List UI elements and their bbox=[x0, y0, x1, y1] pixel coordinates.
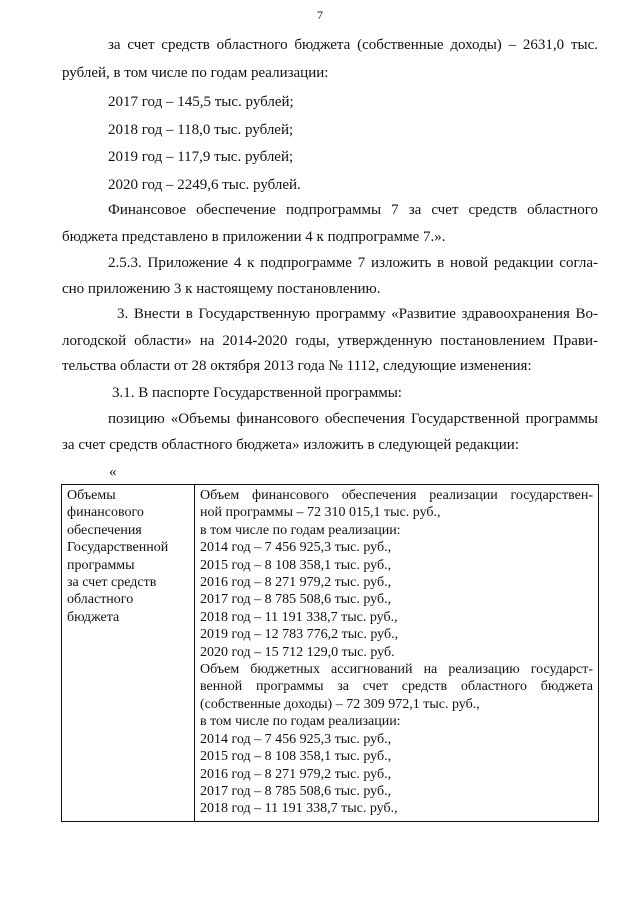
right-cell-line: в том числе по годам реализации: bbox=[200, 714, 401, 730]
right-cell-line: 2017 год – 8 785 508,6 тыс. руб., bbox=[200, 783, 392, 799]
year-line-2018: 2018 год – 118,0 тыс. рублей; bbox=[108, 122, 294, 138]
paragraph-line: сно приложению 3 к настоящему постановлению. bbox=[62, 281, 381, 297]
left-cell-line: программы bbox=[67, 557, 135, 573]
year-line-2019: 2019 год – 117,9 тыс. рублей; bbox=[108, 149, 294, 165]
paragraph-line: 3. Внести в Государственную программу «Развитие здравоохранения Во- bbox=[117, 306, 598, 322]
paragraph-line: за счет средств областного бюджета (собственные доходы) – 2631,0 тыс. bbox=[108, 37, 598, 53]
paragraph-line: позицию «Объемы финансового обеспечения Государственной программы bbox=[108, 411, 598, 427]
paragraph-line: Финансовое обеспечение подпрограммы 7 за счет средств областного bbox=[108, 202, 598, 218]
right-cell-line: Объем бюджетных ассигнований на реализацию государст- bbox=[200, 662, 593, 678]
right-cell-line: 2014 год – 7 456 925,3 тыс. руб., bbox=[200, 540, 392, 556]
left-cell-line: за счет средств bbox=[67, 575, 157, 591]
right-cell-line: 2019 год – 12 783 776,2 тыс. руб., bbox=[200, 627, 399, 643]
left-cell-line: Государственной bbox=[67, 540, 169, 556]
left-cell bbox=[62, 485, 195, 822]
right-cell-line: 2014 год – 7 456 925,3 тыс. руб., bbox=[200, 731, 392, 747]
right-cell-line: 2020 год – 15 712 129,0 тыс. руб. bbox=[200, 644, 395, 660]
left-cell-line: областного bbox=[67, 592, 134, 608]
left-cell-line: финансового bbox=[67, 505, 144, 521]
right-cell-line: 2016 год – 8 271 979,2 тыс. руб., bbox=[200, 766, 392, 782]
year-line-2017: 2017 год – 145,5 тыс. рублей; bbox=[108, 94, 294, 110]
page-number: 7 bbox=[317, 8, 323, 22]
right-cell-line: (собственные доходы) – 72 309 972,1 тыс. руб., bbox=[200, 696, 480, 712]
table-row bbox=[62, 485, 599, 822]
right-cell-line: 2015 год – 8 108 358,1 тыс. руб., bbox=[200, 557, 392, 573]
right-cell-line: Объем финансового обеспечения реализации государствен- bbox=[200, 488, 593, 503]
paragraph-line: логодской области» на 2014-2020 годы, утвержденную постановлением Прави- bbox=[62, 333, 598, 349]
right-cell-line: венной программы за счет средств областного бюджета bbox=[200, 679, 593, 695]
paragraph-line: 3.1. В паспорте Государственной программы: bbox=[112, 385, 402, 401]
paragraph-line: бюджета представлено в приложении 4 к подпрограмме 7.». bbox=[62, 229, 446, 245]
paragraph-line: 2.5.3. Приложение 4 к подпрограмме 7 изложить в новой редакции согла- bbox=[108, 255, 598, 271]
right-cell-line: 2017 год – 8 785 508,6 тыс. руб., bbox=[200, 592, 392, 608]
paragraph-line: рублей, в том числе по годам реализации: bbox=[62, 65, 329, 81]
right-cell-line: 2018 год – 11 191 338,7 тыс. руб., bbox=[200, 801, 398, 817]
left-cell-line: обеспечения bbox=[67, 522, 142, 538]
paragraph-line: тельства области от 28 октября 2013 года № 1112, следующие изменения: bbox=[62, 358, 532, 374]
paragraph-line: за счет средств областного бюджета» изложить в следующей редакции: bbox=[62, 437, 519, 453]
opening-quote: « bbox=[109, 464, 117, 480]
right-cell-line: в том числе по годам реализации: bbox=[200, 522, 401, 538]
left-cell-line: бюджета bbox=[67, 609, 120, 625]
year-line-2020: 2020 год – 2249,6 тыс. рублей. bbox=[108, 177, 301, 193]
right-cell-line: 2018 год – 11 191 338,7 тыс. руб., bbox=[200, 609, 398, 625]
right-cell-line: 2016 год – 8 271 979,2 тыс. руб., bbox=[200, 575, 392, 591]
right-cell bbox=[195, 485, 599, 822]
right-cell-line: ной программы – 72 310 015,1 тыс. руб., bbox=[200, 505, 441, 521]
left-cell-line: Объемы bbox=[67, 488, 116, 503]
right-cell-line: 2015 год – 8 108 358,1 тыс. руб., bbox=[200, 749, 392, 765]
passport-table bbox=[61, 484, 599, 822]
